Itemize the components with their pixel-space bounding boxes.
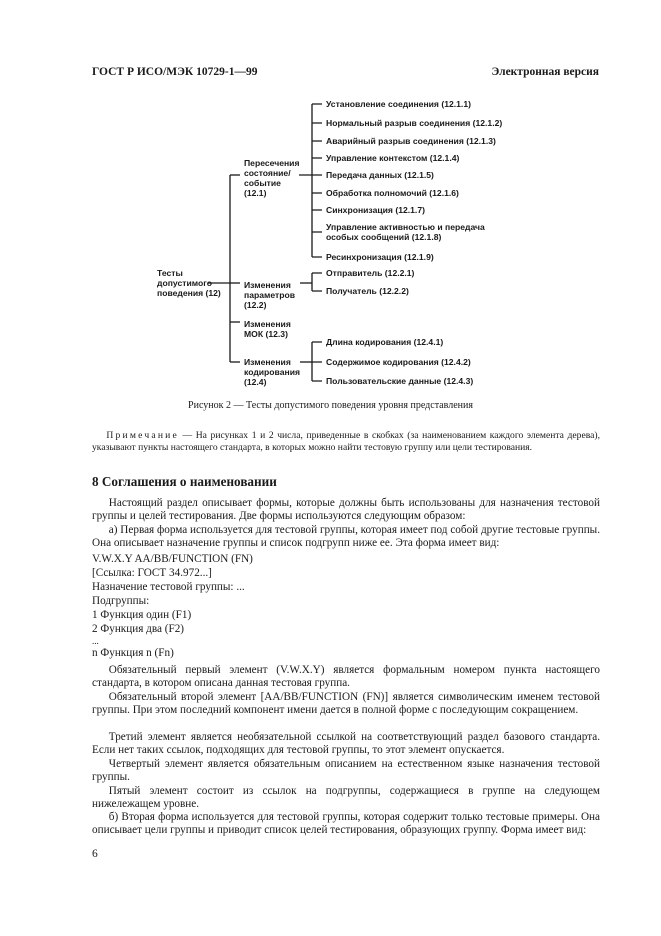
tree-group-12-3: Изменения МОК (12.3): [244, 319, 291, 339]
tree-leaf-12-4-3: Пользовательские данные (12.4.3): [326, 376, 474, 386]
paragraph-element-5: Пятый элемент состоит из ссылок на подгруппы, содержащиеся в группе на следующем нижележащем уровне.: [92, 785, 600, 811]
ticks-12-1: [312, 104, 322, 257]
page-number: 6: [92, 848, 98, 860]
tree-leaf-12-1-3: Аварийный разрыв соединения (12.1.3): [326, 136, 496, 146]
note-text: — На рисунках 1 и 2 числа, приведенные в скобках (за наименованием каждого элемента дерева), указывают пункты настоящего стандарта, в которых можно найти тестовую группу или цели тестирования.: [92, 430, 600, 453]
tree-leaf-12-1-4: Управление контекстом (12.1.4): [326, 153, 460, 163]
tree-group-12-1: Пересечения состояние/ событие (12.1): [244, 158, 300, 198]
tree-leaf-12-2-2: Получатель (12.2.2): [326, 286, 409, 296]
tree-group-12-2: Изменения параметров (12.2): [244, 280, 296, 310]
tree-leaf-12-1-7: Синхронизация (12.1.7): [326, 205, 425, 215]
tree-leaf-12-1-8: Управление активностью и передача особых сообщений (12.1.8): [326, 222, 485, 242]
section-heading: 8 Соглашения о наименовании: [92, 474, 277, 489]
tree-group-12-4: Изменения кодирования (12.4): [244, 357, 300, 387]
tree-leaf-12-1-1: Установление соединения (12.1.1): [326, 99, 471, 109]
tree-leaf-12-1-2: Нормальный разрыв соединения (12.1.2): [326, 118, 503, 128]
form-line-5: 1 Функция один (F1): [92, 609, 192, 621]
tree-leaf-12-1-9: Ресинхронизация (12.1.9): [326, 252, 434, 262]
form-line-1: V.W.X.Y AA/BB/FUNCTION (FN): [92, 553, 253, 565]
tree-root: Тесты допустимого поведения (12): [157, 268, 221, 298]
tree-leaf-12-4-2: Содержимое кодирования (12.4.2): [326, 357, 471, 367]
form-line-8: n Функция n (Fn): [92, 647, 174, 659]
figure-caption: Рисунок 2 — Тесты допустимого поведения уровня представления: [188, 400, 473, 411]
paragraph-element-4: Четвертый элемент является обязательным описанием на естественном языке назначения тестовой группы.: [92, 758, 600, 784]
tree-leaf-12-2-1: Отправитель (12.2.1): [326, 268, 415, 278]
ticks-12-2: [312, 273, 322, 291]
tree-leaf-12-1-5: Передача данных (12.1.5): [326, 170, 434, 180]
paragraph-element-1: Обязательный первый элемент (V.W.X.Y) является формальным номером пункта настоящего стандарта, в котором описана данная тестовая группа.: [92, 664, 600, 690]
paragraph-form-b: б) Вторая форма используется для тестовой группы, которая содержит только тестовые примеры. Она описывает цели группы и приводит список целей тестирования, образующих группу. Форма имеет вид:: [92, 811, 600, 837]
tree-leaf-12-4-1: Длина кодирования (12.4.1): [326, 337, 444, 347]
tree-leaf-12-1-6: Обработка полномочий (12.1.6): [326, 188, 459, 198]
note-label: Примечание: [106, 430, 179, 441]
form-line-7: ...: [92, 636, 99, 646]
form-line-3: Назначение тестовой группы: ...: [92, 581, 245, 593]
paragraph-intro: Настоящий раздел описывает формы, которые должны быть использованы для назначения тестовой группы и целей тестирования. Две формы используются следующим образом:: [92, 497, 600, 523]
paragraph-element-3: Третий элемент является необязательной ссылкой на соответствующий раздел базового стандарта. Если нет таких ссылок, подходящих для тестовой группы, то этот элемент опускается.: [92, 731, 600, 757]
document-code: ГОСТ Р ИСО/МЭК 10729-1—99: [92, 66, 258, 78]
form-line-4: Подгруппы:: [92, 595, 150, 607]
edition-label: Электронная версия: [491, 66, 599, 78]
form-line-2: [Ссылка: ГОСТ 34.972...]: [92, 567, 212, 579]
form-line-6: 2 Функция два (F2): [92, 623, 185, 635]
paragraph-element-2: Обязательный второй элемент [AA/BB/FUNCTION (FN)] является символическим именем тестовой группы. При этом последний компонент имени дается в полной форме с последующим сокращением.: [92, 691, 600, 717]
paragraph-form-a: а) Первая форма используется для тестовой группы, которая имеет под собой другие тестовые группы. Она описывает назначение группы и список подгрупп ниже ее. Эта форма имеет вид:: [92, 524, 600, 550]
figure-note: [92, 430, 600, 453]
ticks-12-4: [312, 342, 322, 381]
